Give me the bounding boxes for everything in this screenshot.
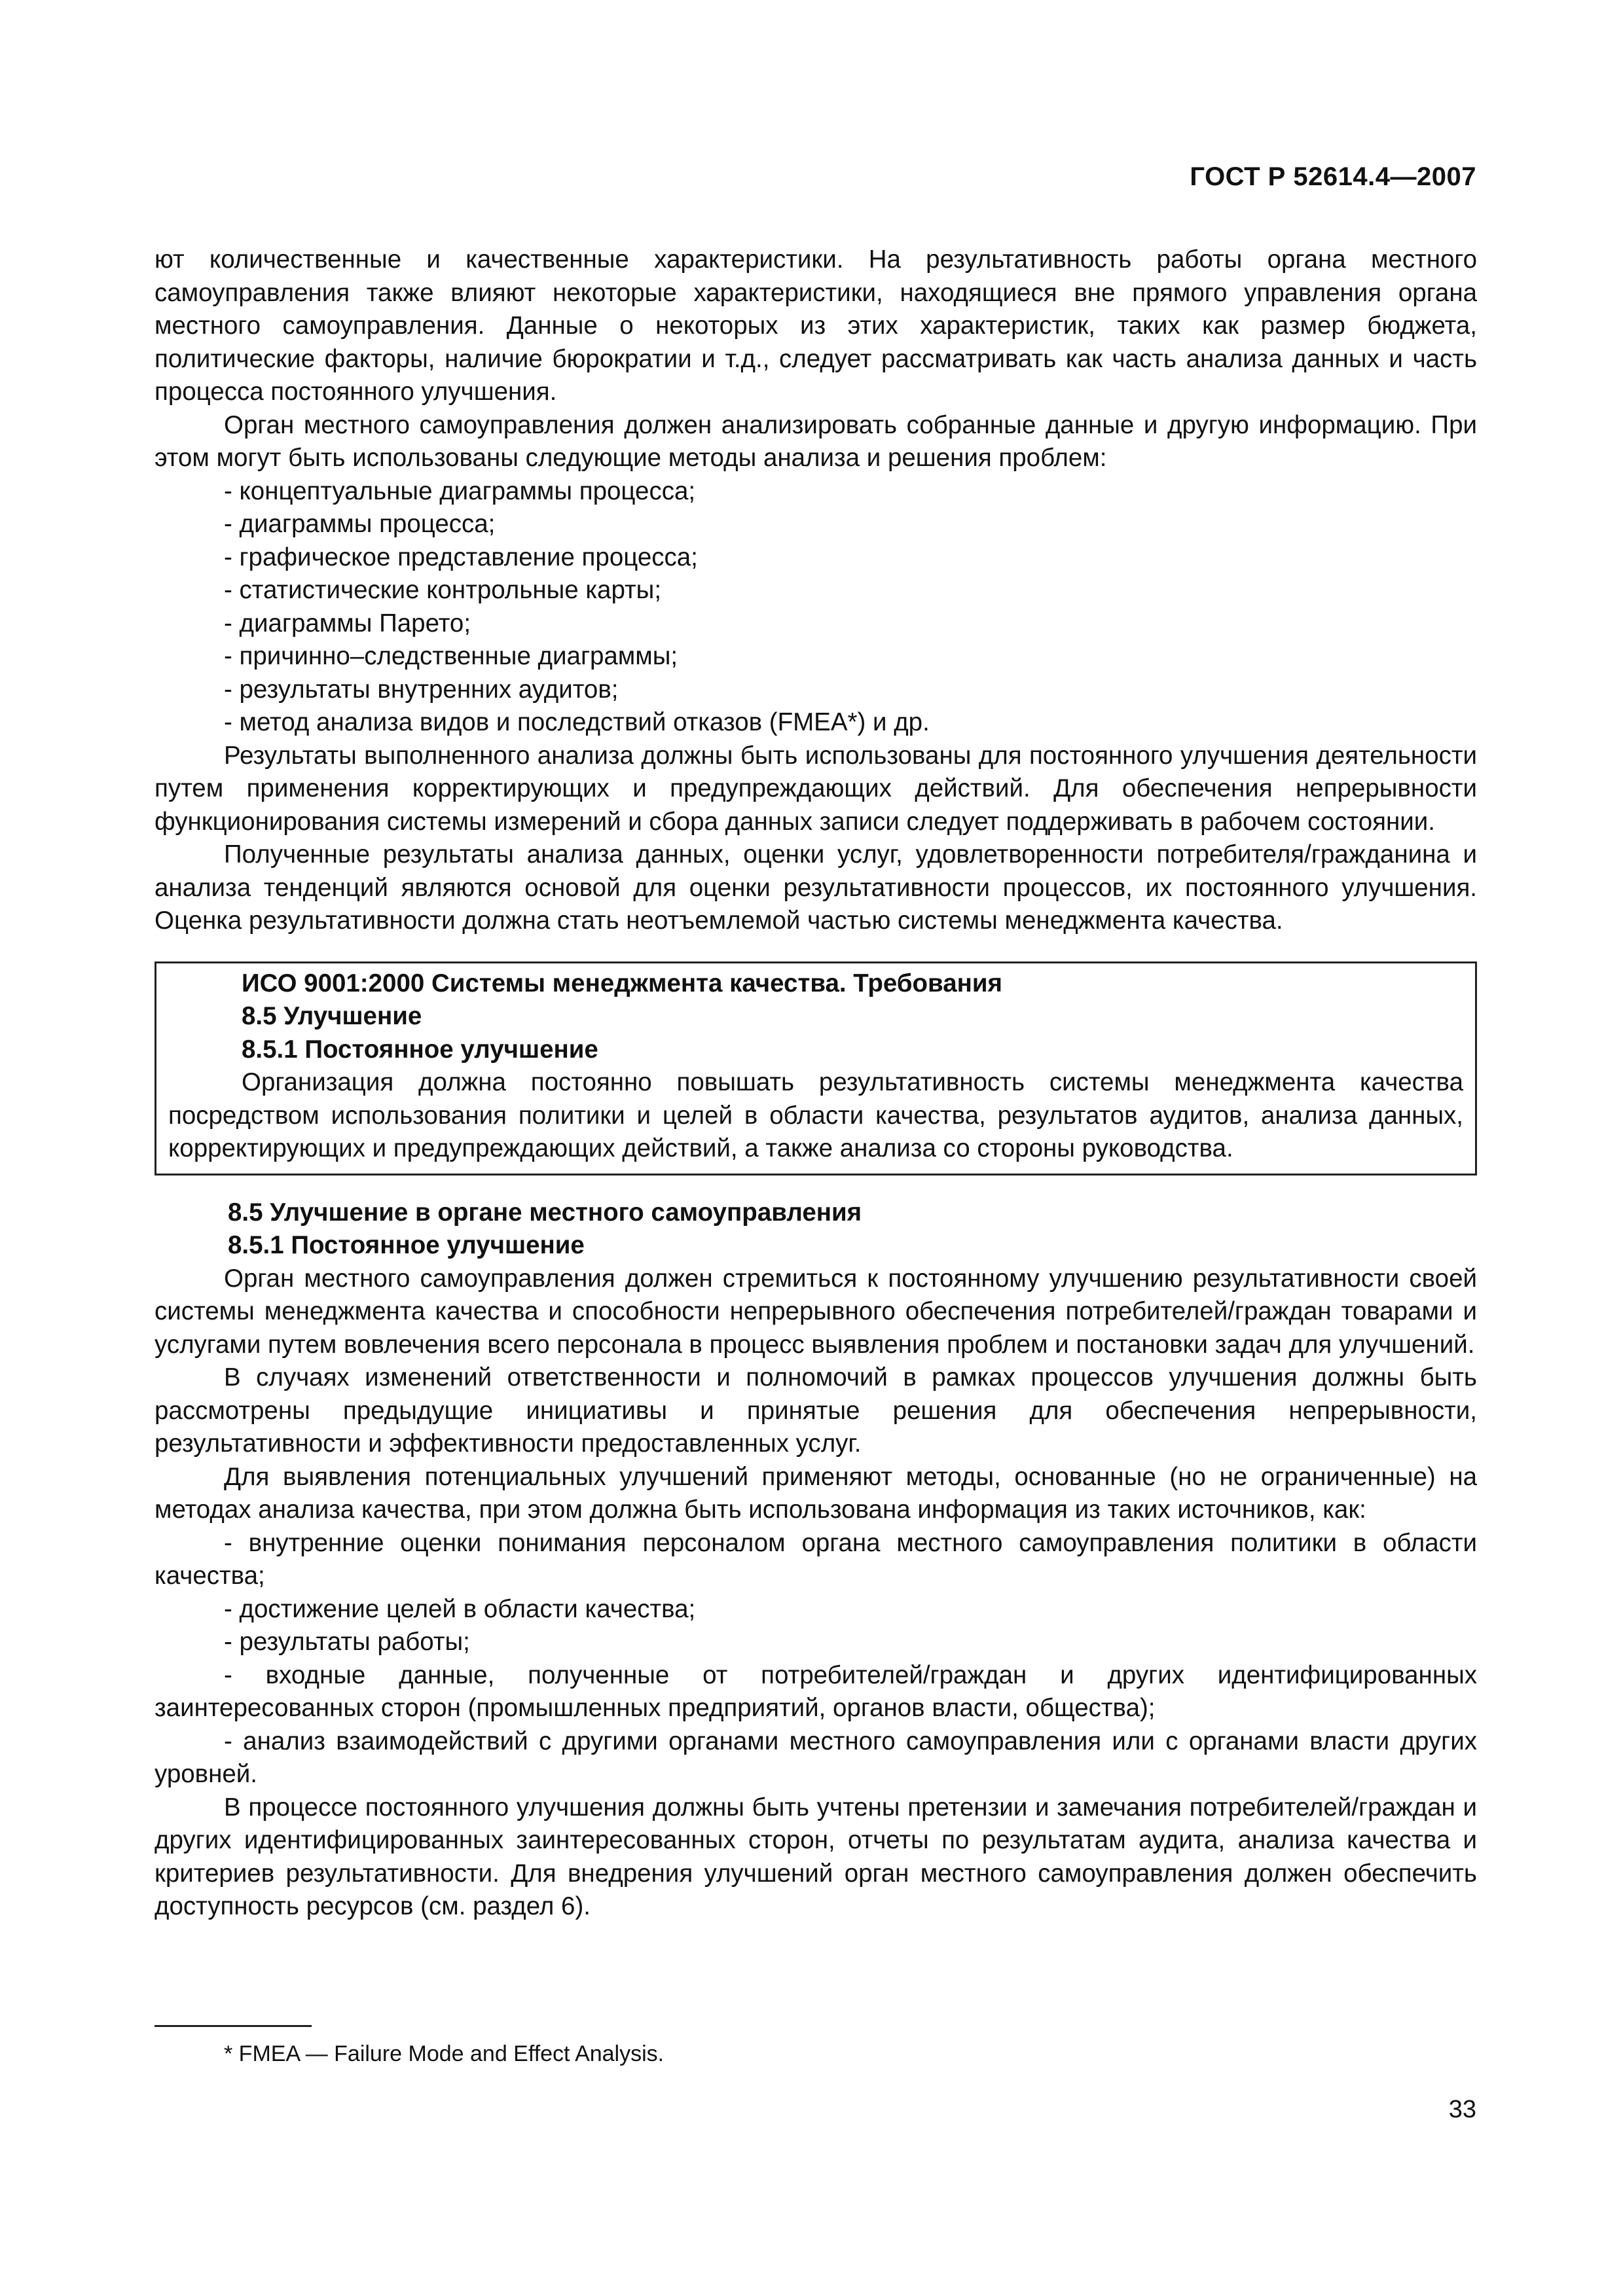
paragraph: Полученные результаты анализа данных, оценки услуг, удовлетворенности потребителя/гражданина и анализа тенденций являются основой для оценки результативности процессов, их постоянного улучшения. Оценка результативности должна стать неотъемлемой частью системы менеджмента качества. xyxy=(155,840,1477,935)
list-item: - достижение целей в области качества; xyxy=(224,1594,696,1623)
paragraph: Для выявления потенциальных улучшений применяют методы, основанные (но не ограниченные) на методах анализа качества, при этом должна быть использована информация из таких источников, как: xyxy=(155,1462,1477,1524)
footnote: * FMEA — Failure Mode and Effect Analysis. xyxy=(224,2041,665,2066)
footnote-divider xyxy=(155,2025,312,2027)
list-item: - результаты работы; xyxy=(224,1628,470,1656)
iso-box-text: Организация должна постоянно повышать результативность системы менеджмента качества посредством использования политики и целей в области качества, результатов аудитов, анализа данных, корректирующих и предупреждающих действий, а также анализа со стороны руководства. xyxy=(168,1068,1463,1162)
paragraph: ют количественные и качественные характеристики. На результативность работы органа местного самоуправления также влияют некоторые характеристики, находящиеся вне прямого управления органа местного самоуправления. Данные о некоторых из этих характеристик, таких как размер бюджета, политические факторы, наличие бюрократии и т.д., следует рассматривать как часть анализа данных и часть процесса постоянного улучшения. xyxy=(155,245,1477,406)
list-item: - диаграммы процесса; xyxy=(224,510,496,538)
sources-list xyxy=(155,1527,1477,1791)
document-header: ГОСТ Р 52614.4—2007 xyxy=(1190,162,1476,191)
subsection-heading: 8.5.1 Постоянное улучшение xyxy=(228,1231,585,1259)
list-item: - внутренние оценки понимания персоналом органа местного самоуправления политики в области качества; xyxy=(155,1528,1477,1590)
list-item: - результаты внутренних аудитов; xyxy=(224,675,619,704)
list-item: - входные данные, полученные от потребителей/граждан и других идентифицированных заинтересованных сторон (промышленных предприятий, органов власти, общества); xyxy=(155,1660,1477,1722)
methods-list xyxy=(155,475,1477,740)
iso-box-title: ИСО 9001:2000 Системы менеджмента качества. Требования xyxy=(242,969,1003,997)
list-item: - концептуальные диаграммы процесса; xyxy=(224,476,696,505)
list-item: - статистические контрольные карты; xyxy=(224,576,662,604)
paragraph: Орган местного самоуправления должен стремиться к постоянному улучшению результативности своей системы менеджмента качества и способности непрерывного обеспечения потребителей/граждан товарами и услугами путем вовлечения всего персонала в процесс выявления проблем и постановки задач для улучшений. xyxy=(155,1264,1477,1359)
page-number: 33 xyxy=(1448,2096,1476,2123)
iso-requirement-box xyxy=(155,961,1477,1175)
paragraph: Орган местного самоуправления должен анализировать собранные данные и другую информацию. При этом могут быть использованы следующие методы анализа и решения проблем: xyxy=(155,410,1477,472)
paragraph: В процессе постоянного улучшения должны быть учтены претензии и замечания потребителей/граждан и других идентифицированных заинтересованных сторон, отчеты по результатам аудита, анализа качества и критериев результативности. Для внедрения улучшений орган местного самоуправления должен обеспечить доступность ресурсов (см. раздел 6). xyxy=(155,1793,1477,1920)
list-item: - графическое представление процесса; xyxy=(224,543,698,571)
list-item: - диаграммы Парето; xyxy=(224,609,471,637)
section-heading: 8.5 Улучшение в органе местного самоуправления xyxy=(228,1198,862,1227)
paragraph: Результаты выполненного анализа должны быть использованы для постоянного улучшения деятельности путем применения корректирующих и предупреждающих действий. Для обеспечения непрерывности функционирования системы измерений и сбора данных записи следует поддерживать в рабочем состоянии. xyxy=(155,741,1477,836)
iso-box-subsection: 8.5.1 Постоянное улучшение xyxy=(242,1035,598,1064)
list-item: - метод анализа видов и последствий отказов (FMEA*) и др. xyxy=(224,708,930,736)
paragraph: В случаях изменений ответственности и полномочий в рамках процессов улучшения должны быть рассмотрены предыдущие инициативы и принятые решения для обеспечения непрерывности, результативности и эффективности предоставленных услуг. xyxy=(155,1363,1477,1458)
list-item: - причинно–следственные диаграммы; xyxy=(224,642,678,670)
list-item: - анализ взаимодействий с другими органами местного самоуправления или с органами власти других уровней. xyxy=(155,1727,1477,1788)
iso-box-section: 8.5 Улучшение xyxy=(242,1002,422,1030)
document-body xyxy=(155,243,1477,1924)
